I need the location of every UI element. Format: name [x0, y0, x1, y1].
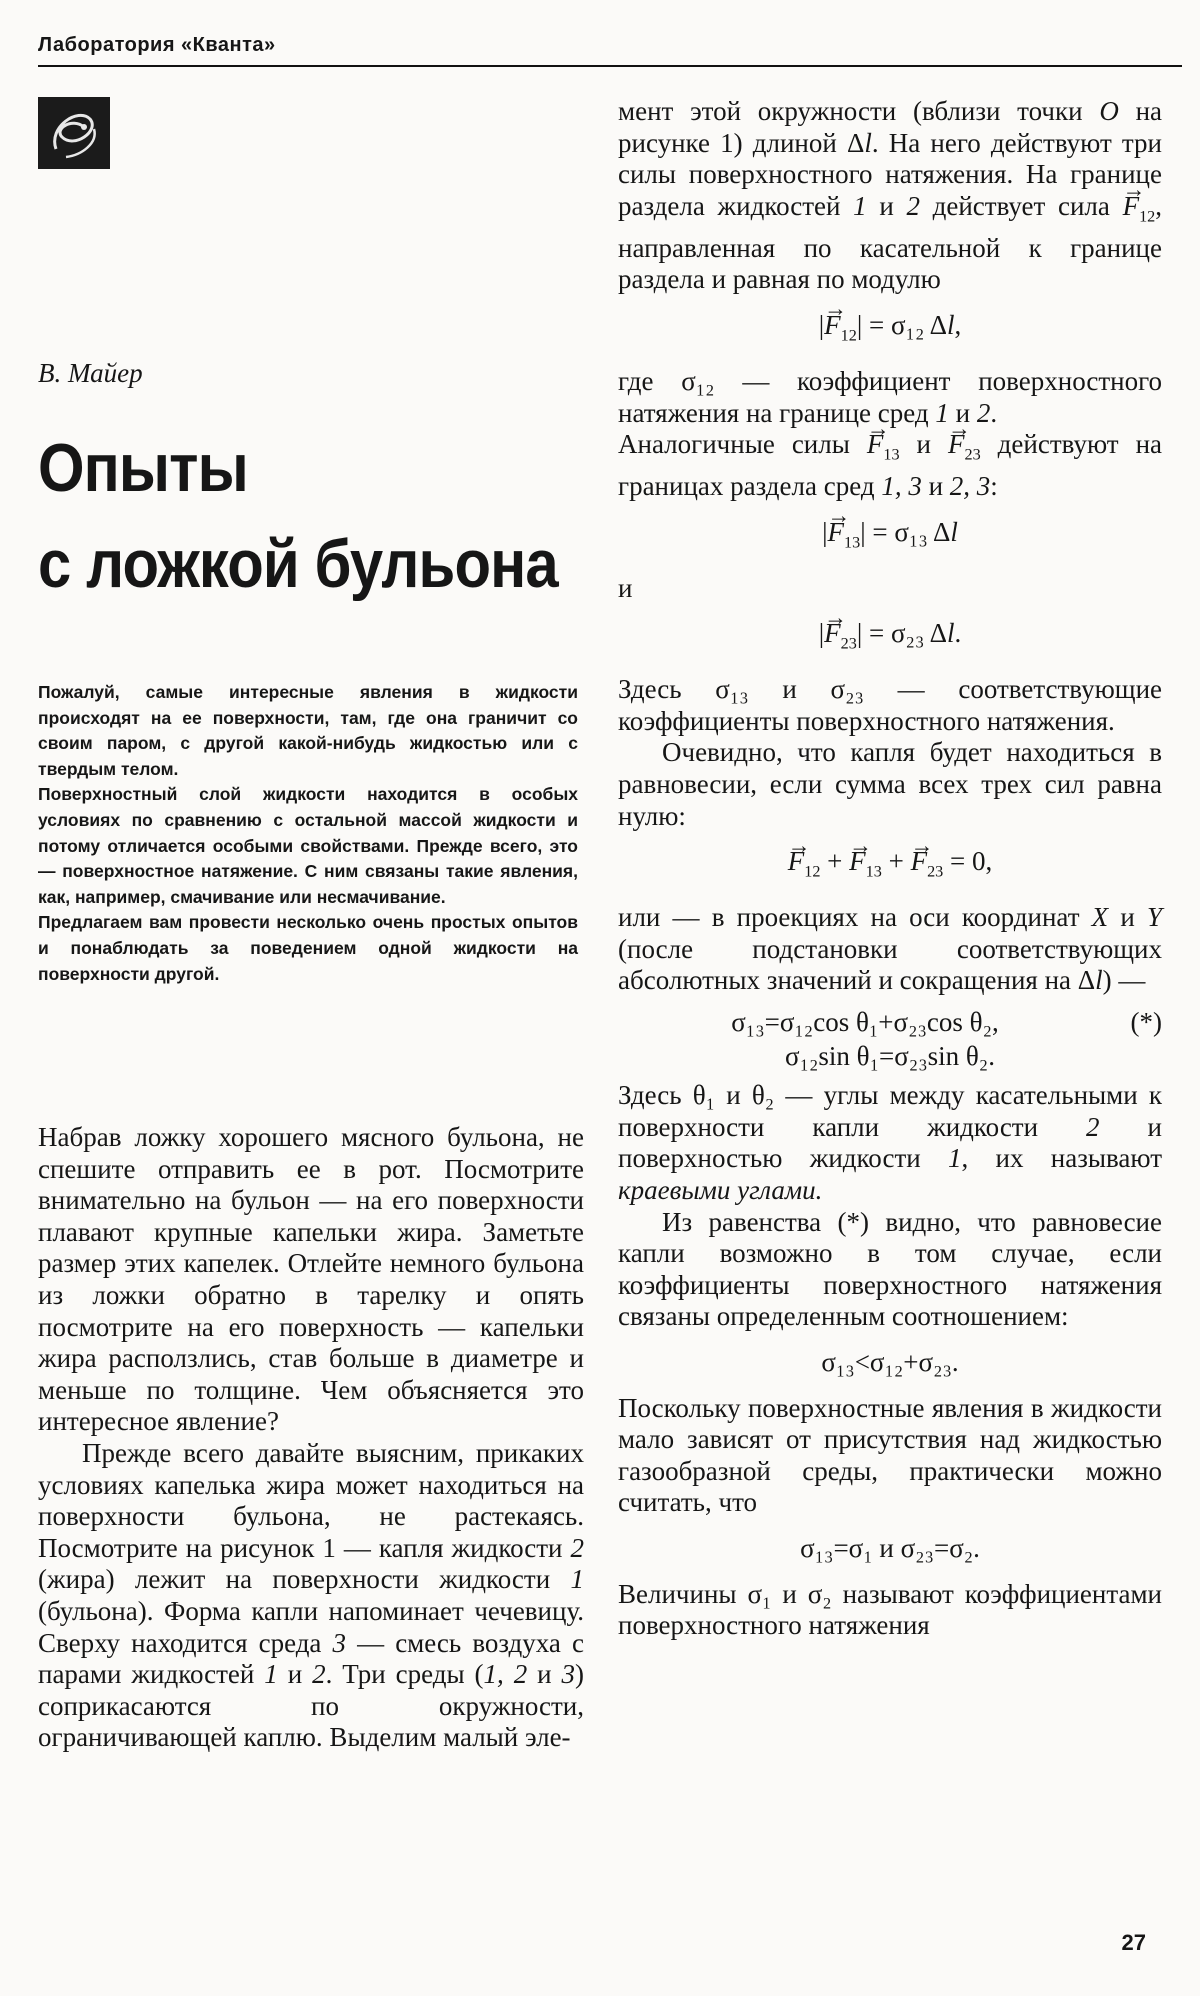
equation-tag: (*): [1130, 1007, 1162, 1037]
author-name: В. Майер: [38, 358, 143, 388]
body-paragraph: Аналогичные силы → $F_{13}$ $и \to F_{23}$ действуют на границах раздела сред 1, 3 и 2, 3:: [618, 429, 1162, 503]
body-paragraph: где σ₁₂ — коэффициент поверхностного натяжения на границе сред 1 и 2.: [618, 365, 1162, 428]
body-column-right: [618, 96, 1162, 1642]
lead-p3: Предлагаем вам провести несколько очень простых опытов и понаблюдать за поведением одной жидкости на поверхности другой.: [38, 912, 578, 984]
body-paragraph: Поскольку поверхностные явления в жидкости мало зависят от присутствия над жидкостью газообразной среды, практически можно считать, что: [618, 1392, 1162, 1518]
formula-equilibrium-x: σ₁₃=σ₁₂cos θ₁+σ₂₃cos θ₂, (*): [731, 1007, 1162, 1037]
body-paragraph: мент этой окружности (вблизи точки O на рисунке 1) длиной Δl. На него действуют три силы поверхностного натяжения. На границе раздела жидкостей 1 и 2 действует сила → $F_{12}$, направленная по касательной к границе раздела и равная по модулю: [618, 96, 1162, 296]
body-column-left: [38, 1122, 584, 1754]
body-paragraph: Здесь σ₁₃ и σ₂₃ — соответствующие коэффициенты поверхностного натяжения.: [618, 674, 1162, 736]
page-number: 27: [1121, 1930, 1146, 1955]
section-title: Лаборатория «Кванта»: [38, 34, 276, 56]
lead-p2: Поверхностный слой жидкости находится в особых условиях по сравнению с остальной массой жидкости и потому отличается особыми свойствами. Прежде всего, это — поверхностное натяжение. С ним связаны такие явления, как, например, смачивание или несмачивание.: [38, 784, 578, 907]
body-paragraph: Очевидно, что капля будет находиться в равновесии, если сумма всех трех сил равна нулю:: [618, 737, 1162, 831]
article-title: [38, 420, 558, 612]
formula-force-sum: → $F_{12}$ + → $F_{13}$ + → $F_{23} = 0$,: [618, 846, 1162, 888]
formula-inequality: σ₁₃<σ₁₂+σ₂₃.: [821, 1346, 959, 1377]
running-header: [38, 34, 1182, 67]
body-paragraph: Набрав ложку хорошего мясного бульона, не спешите отправить ее в рот. Посмотрите внимательно на бульон — на его поверхности плавают крупные капельки жира. Заметьте размер этих капелек. Отлейте немного бульона из ложки обратно в тарелку и опять посмотрите на его поверхность — капельки жира расползлись, став больше в диаметре и меньше по толщине. Чем объясняется это интересное явление?: [38, 1122, 584, 1437]
formula-f12: |→ $F_{12}| = \sigma_{12}$ Δl,: [618, 310, 1162, 352]
formula-f13: |→ $F_{13}| = \sigma_{13}$ Δl: [618, 517, 1162, 559]
conjunction-and: и: [618, 572, 633, 603]
body-paragraph: Прежде всего давайте выясним, прикаких условиях капелька жира может находиться на поверхности бульона, не растекаясь. Посмотрите на рисунок 1 — капля жидкости 2 (жира) лежит на поверхности жидкости 1 (бульона). Форма капли напоминает чечевицу. Сверху находится среда 3 — смесь воздуха с парами жидкостей 1 и 2. Три среды (1, 2 и 3) соприкасаются по окружности, ограничивающей каплю. Выделим малый эле-: [38, 1437, 585, 1753]
body-paragraph: Здесь θ₁ и θ₂ — углы между касательными к поверхности капли жидкости 2 и поверхностью жидкости 1, их называют краевыми углами.: [618, 1080, 1162, 1205]
title-line-2: с ложкой бульона: [38, 526, 558, 602]
title-line-1: Опыты: [38, 430, 248, 506]
lead-p1: Пожалуй, самые интересные явления в жидкости происходят на ее поверхности, там, где она граничит со своим паром, с другой какой-нибудь жидкостью или с твердым телом.: [38, 682, 578, 779]
formula-equilibrium-y: σ₁₂sin θ₁=σ₂₃sin θ₂.: [785, 1040, 995, 1071]
formula-sigma-equality: σ₁₃=σ₁ и σ₂₃=σ₂.: [800, 1532, 980, 1563]
body-paragraph: или — в проекциях на оси координат X и Y (после подстановки соответствующих абсолютных значений и сокращения на Δl) —: [618, 902, 1162, 996]
formula-f23: |→ $F_{23}| = \sigma_{23}$ Δl.: [618, 618, 1162, 660]
body-paragraph: Величины σ₁ и σ₂ называют коэффициентами поверхностного натяжения: [618, 1578, 1162, 1641]
lead-paragraph: [38, 680, 578, 987]
body-paragraph: Из равенства (*) видно, что равновесие капли возможно в том случае, если коэффициенты поверхностного натяжения связаны определенным соотношением:: [618, 1206, 1162, 1332]
section-logo-icon: [38, 97, 110, 169]
